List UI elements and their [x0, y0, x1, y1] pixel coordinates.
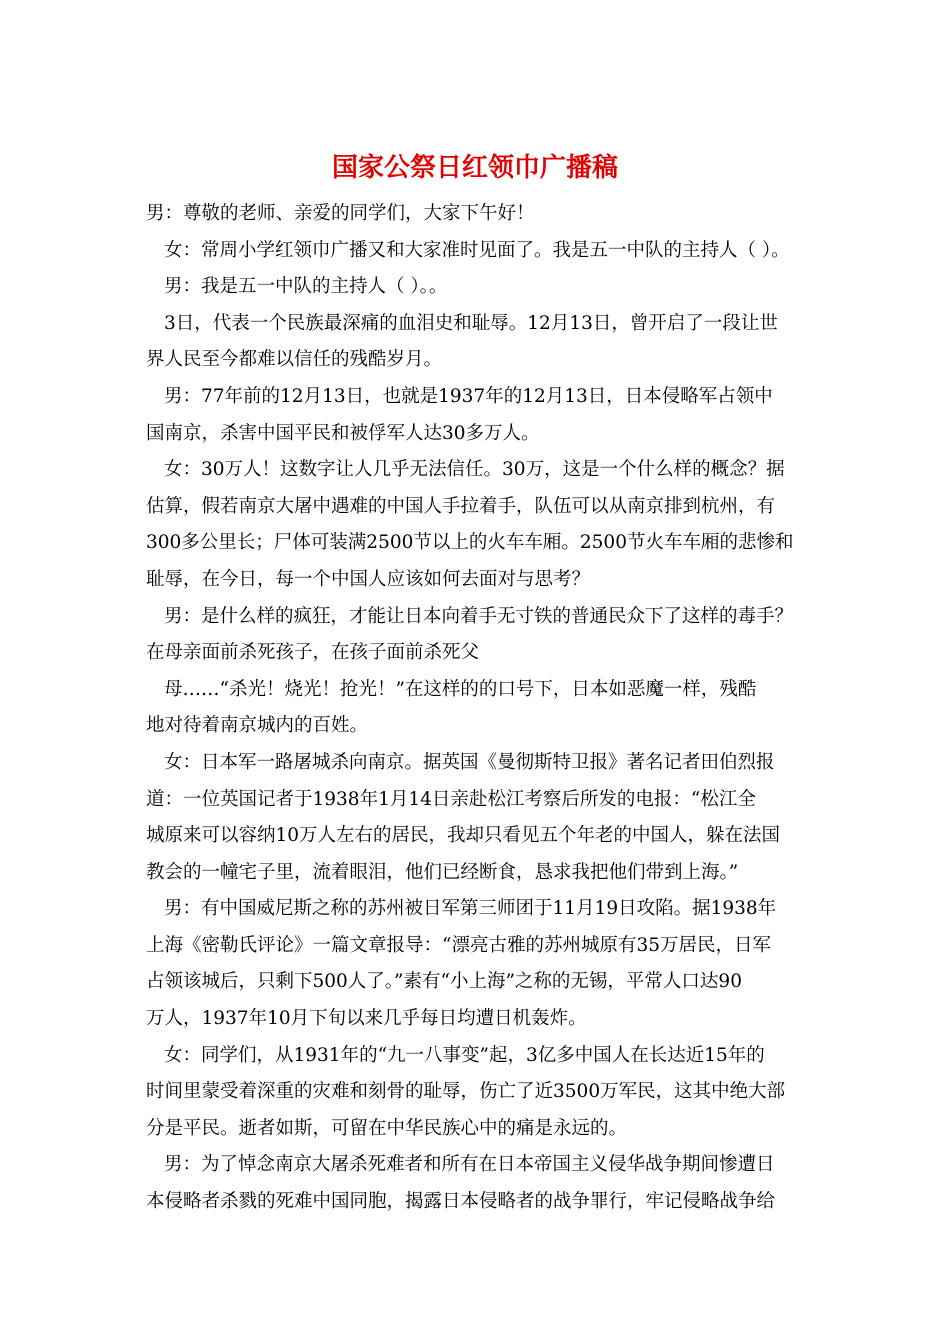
text-line-9: 估算，假若南京大屠中遇难的中国人手拉着手，队伍可以从南京排到杭州，有 — [146, 495, 776, 517]
text-line-17: 道：一位英国记者于1938年1月14日亲赴松江考察后所发的电报：“松江全 — [146, 788, 756, 810]
document-body — [146, 196, 814, 1221]
text-line-15: 地对待着南京城内的百姓。 — [146, 715, 369, 737]
text-line-4: 3日，代表一个民族最深痛的血泪史和耻辱。12月13日，曾开启了一段让世 — [164, 312, 778, 334]
text-line-12: 男：是什么样的疯狂，才能让日本向着手无寸铁的普通民众下了这样的毒手？ — [164, 605, 794, 627]
text-line-13: 在母亲面前杀死孩子，在孩子面前杀死父 — [146, 642, 480, 664]
text-line-18: 城原来可以容纳10万人左右的居民，我却只看见五个年老的中国人，躲在法国 — [146, 825, 781, 847]
document-title: 国家公祭日红领巾广播稿 — [331, 153, 618, 183]
text-line-11: 耻辱，在今日，每一个中国人应该如何去面对与思考？ — [146, 568, 591, 590]
text-line-21: 上海《密勒氏评论》一篇文章报导：“漂亮古雅的苏州城原有35万居民，日军 — [146, 934, 772, 956]
text-line-10: 300多公里长；尸体可装满2500节以上的火车车厢。2500节火车车厢的悲惨和 — [146, 532, 794, 554]
text-line-8: 女：30万人！这数字让人几乎无法信任。30万，这是一个什么样的概念？据 — [164, 459, 785, 481]
text-line-23: 万人，1937年10月下旬以来几乎每日均遭日机轰炸。 — [146, 1008, 587, 1030]
text-line-2: 女：常周小学红领巾广播又和大家准时见面了。我是五一中队的主持人（ ）。 — [164, 239, 790, 261]
text-line-5: 界人民至今都难以信任的残酷岁月。 — [146, 349, 443, 371]
text-line-1: 男：尊敬的老师、亲爱的同学们，大家下午好！ — [146, 203, 535, 224]
text-line-24: 女：同学们，从1931年的“九一八事变”起，3亿多中国人在长达近15年的 — [164, 1044, 765, 1066]
text-line-3: 男：我是五一中队的主持人（ ）。。 — [164, 276, 448, 298]
text-line-28: 本侵略者杀戮的死难中国同胞，揭露日本侵略者的战争罪行，牢记侵略战争给 — [146, 1191, 776, 1213]
text-line-27: 男：为了悼念南京大屠杀死难者和所有在日本帝国主义侵华战争期间惨遭日 — [164, 1154, 775, 1176]
text-line-19: 教会的一幢宅子里，流着眼泪，他们已经断食，恳求我把他们带到上海。” — [146, 861, 739, 883]
text-line-26: 分是平民。逝者如斯，可留在中华民族心中的痛是永远的。 — [146, 1117, 628, 1139]
text-line-16: 女：日本军一路屠城杀向南京。据英国《曼彻斯特卫报》著名记者田伯烈报 — [164, 751, 775, 773]
text-line-7: 国南京，杀害中国平民和被俘军人达30多万人。 — [146, 422, 540, 444]
text-line-22: 占领该城后，只剩下500人了。”素有“小上海”之称的无锡，平常人口达90 — [146, 971, 742, 993]
text-line-25: 时间里蒙受着深重的灾难和刻骨的耻辱，伤亡了近3500万军民，这其中绝大部 — [146, 1081, 786, 1103]
text-line-14: 母……“杀光！烧光！抢光！”在这样的的口号下，日本如恶魔一样，残酷 — [164, 678, 757, 700]
text-line-6: 男：77年前的12月13日，也就是1937年的12月13日，日本侵略军占领中 — [164, 385, 773, 407]
text-line-20: 男：有中国威尼斯之称的苏州被日军第三师团于11月19日攻陷。据1938年 — [164, 898, 777, 920]
